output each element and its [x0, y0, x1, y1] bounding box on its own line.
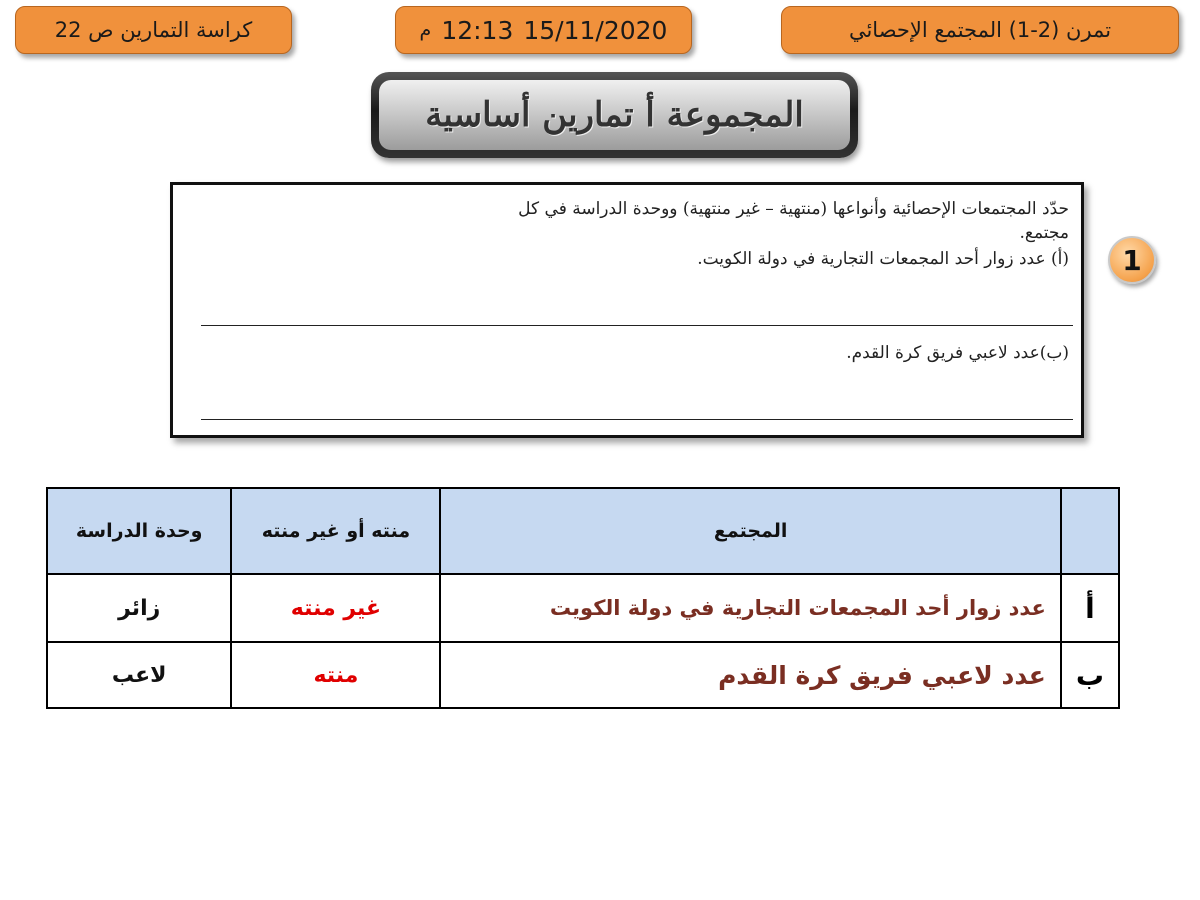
workbook-page-label: كراسة التمارين ص 22 [54, 18, 253, 42]
answer-table [46, 487, 1120, 709]
table-row [47, 574, 1119, 642]
workbook-page-tag [15, 6, 292, 54]
section-banner [371, 72, 858, 158]
instruction-line-1: حدّد المجتمعات الإحصائية وأنواعها (منتهية – غير منتهية) ووحدة الدراسة في كل [518, 199, 1069, 219]
table-row [47, 642, 1119, 708]
question-part-b: (ب)عدد لاعبي فريق كرة القدم. [846, 343, 1069, 363]
date-label: 15/11/2020 [523, 15, 668, 45]
question-part-a: (أ) عدد زوار أحد المجمعات التجارية في دولة الكويت. [697, 249, 1069, 269]
row-unit: زائر [47, 574, 231, 642]
exercise-number-badge: 1 [1108, 236, 1156, 284]
row-type: منته [231, 642, 440, 708]
time-label: 12:13 [441, 15, 514, 45]
section-banner-title: المجموعة أ تمارين أساسية [379, 80, 850, 150]
datetime-tag [395, 6, 692, 54]
row-letter: ب [1061, 642, 1119, 708]
row-letter: أ [1061, 574, 1119, 642]
header-letter [1061, 488, 1119, 574]
time-suffix-label: م [419, 19, 432, 41]
row-society: عدد لاعبي فريق كرة القدم [440, 642, 1060, 708]
instruction-line-2: مجتمع. [1019, 223, 1069, 243]
row-type: غير منته [231, 574, 440, 642]
exercise-title-label: تمرن (2-1) المجتمع الإحصائي [848, 18, 1112, 42]
exercise-box [170, 182, 1084, 438]
header-unit: وحدة الدراسة [47, 488, 231, 574]
table-header-row [47, 488, 1119, 574]
header-type: منته أو غير منته [231, 488, 440, 574]
row-society: عدد زوار أحد المجمعات التجارية في دولة الكويت [440, 574, 1060, 642]
exercise-title-tag [781, 6, 1179, 54]
header-society: المجتمع [440, 488, 1060, 574]
row-unit: لاعب [47, 642, 231, 708]
answer-line [201, 419, 1073, 420]
answer-line [201, 325, 1073, 326]
